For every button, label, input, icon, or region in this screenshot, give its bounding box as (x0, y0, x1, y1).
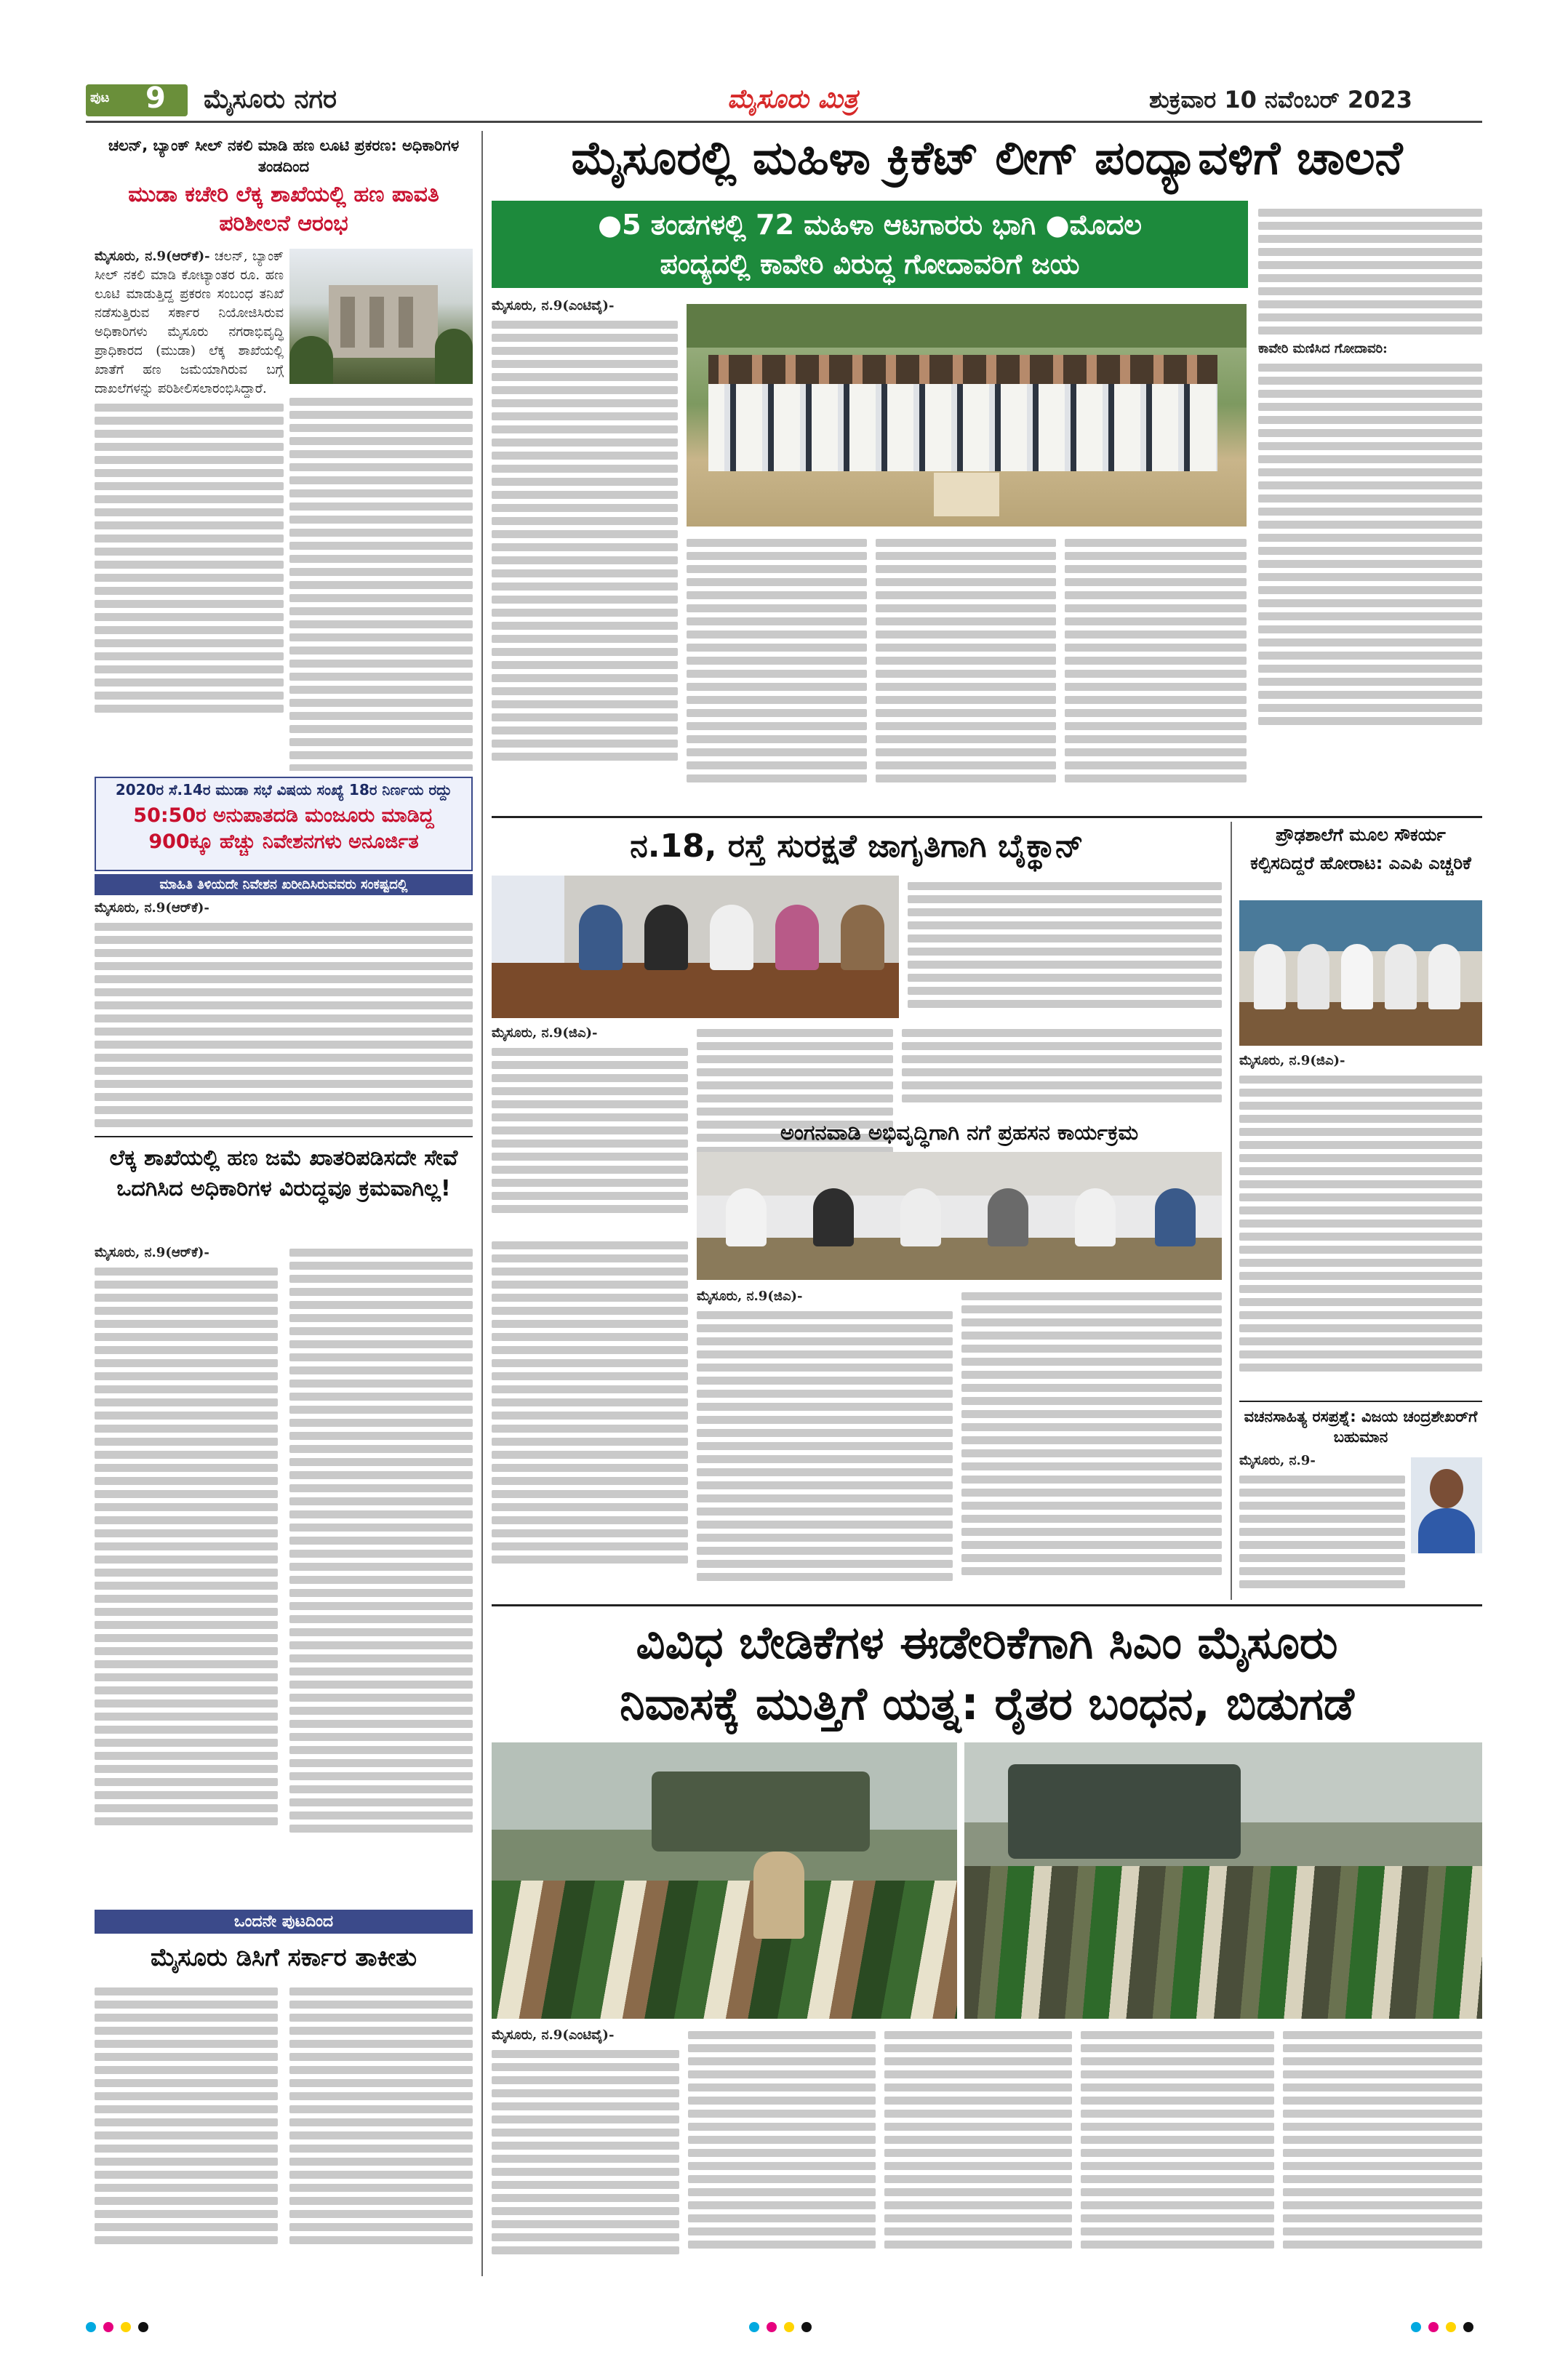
lead-side-heading: ಕಾವೇರಿ ಮಣಿಸಿದ ಗೋದಾವರಿ: (1258, 341, 1388, 356)
farmers-headline-2: ನಿವಾಸಕ್ಕೆ ಮುತ್ತಿಗೆ ಯತ್ನ: ರೈತರ ಬಂಧನ, ಬಿಡುಗಡೆ (620, 1677, 1354, 1730)
bikethon-dateline: ಮೈಸೂರು, ನ.9(ಜಿಎ)- (492, 1025, 598, 1041)
farmers-body-col3 (884, 2026, 1072, 2281)
registration-marks-right (1411, 2321, 1481, 2335)
section-title: ಮೈಸೂರು ನಗರ (204, 84, 337, 114)
continued-body-col2 (289, 1982, 473, 2273)
anganwadi-photo (697, 1152, 1222, 1280)
muda-box-body (95, 899, 473, 1132)
lead-body-col2 (687, 534, 867, 810)
bikethon-body-col1b (492, 1236, 688, 1600)
bikethon-body-col4 (902, 1024, 1222, 1111)
farmers-photo-1 (492, 1742, 957, 2019)
divider-left-1 (95, 1136, 473, 1137)
muda-headline: ಮುಡಾ ಕಚೇರಿ ಲೆಕ್ಕ ಶಾಖೆಯಲ್ಲಿ ಹಣ ಪಾವತಿ ಪರಿಶೀಲನೆ ಆರಂಭ (128, 182, 439, 236)
muda-body-col2 (289, 393, 473, 771)
muda-office-photo (289, 249, 473, 384)
award-body (1239, 1452, 1405, 1597)
page-label: ಪುಟ (90, 90, 110, 105)
continued-body-col1 (95, 1982, 278, 2273)
school-kicker: ಪ್ರೌಢಶಾಲೆಗೆ ಮೂಲ ಸೌಕರ್ಯ (1276, 825, 1446, 845)
cricket-photo (687, 304, 1247, 527)
bikethon-headline: ನ.18, ರಸ್ತೆ ಸುರಕ್ಷತೆ ಜಾಗೃತಿಗಾಗಿ ಬೈಕ್ಥಾನ್ (630, 828, 1084, 865)
anganwadi-dateline: ಮೈಸೂರು, ನ.9(ಜಿಎ)- (697, 1289, 803, 1304)
school-dateline: ಮೈಸೂರು, ನ.9(ಜಿಎ)- (1239, 1053, 1345, 1068)
muda-body-text: ಚಲನ್, ಬ್ಯಾಂಕ್ ಸೀಲ್ ನಕಲಿ ಮಾಡಿ ಕೋಟ್ಯಾಂತರ ರೂ. ಹಣ ಲೂಟಿ ಮಾಡುತ್ತಿದ್ದ ಪ್ರಕರಣ ಸಂಬಂಧ ತನಿಖೆ ನಡೆಸುತ್ತಿರುವ ಸರ್ಕಾರ ನಿಯೋಜಿಸಿರುವ ಅಧಿಕಾರಿಗಳು ಮೈಸೂರು ನಗರಾಭಿವೃದ್ಧಿ ಪ್ರಾಧಿಕಾರದ (ಮುಡಾ) ಲೆಕ್ಕ ಶಾಖೆಯಲ್ಲಿ ಖಾತೆಗೆ ಹಣ ಜಮೆಯಾಗಿರುವ ಬಗ್ಗೆ ದಾಖಲೆಗಳನ್ನು ಪರಿಶೀಲಿಸಲಾರಂಭಿಸಿದ್ದಾರೆ. (95, 249, 284, 396)
award-headline: ವಚನಸಾಹಿತ್ಯ ರಸಪ್ರಶ್ನೆ: ವಿಜಯ ಚಂದ್ರಶೇಖರ್‌ಗೆ ಬಹುಮಾನ (1244, 1408, 1478, 1446)
registration-marks-left (86, 2321, 156, 2335)
award-portrait (1411, 1457, 1482, 1553)
farmers-body-col4 (1081, 2026, 1274, 2281)
farmers-body-col2 (688, 2026, 876, 2281)
divider-award (1239, 1401, 1482, 1402)
muda-box-subhead: ಮಾಹಿತಿ ತಿಳಿಯದೇ ನಿವೇಶನ ಖರೀದಿಸಿರುವವರು ಸಂಕಷ್ಟದಲ್ಲಿ (95, 874, 473, 895)
bikethon-body-col1 (492, 1024, 688, 1228)
continued-headline: ಮೈಸೂರು ಡಿಸಿಗೆ ಸರ್ಕಾರ ತಾಕೀತು (150, 1943, 417, 1972)
divider-mid-vertical (1231, 822, 1232, 1600)
continued-label: ಒಂದನೇ ಪುಟದಿಂದ (95, 1910, 473, 1934)
school-headline: ಕಲ್ಪಿಸದಿದ್ದರೆ ಹೋರಾಟ: ಎಎಪಿ ಎಚ್ಚರಿಕೆ (1250, 853, 1471, 873)
anganwadi-body-col2 (961, 1287, 1222, 1600)
muda-box-headline: 50:50ರ ಅನುಪಾತದಡಿ ಮಂಜೂರು ಮಾಡಿದ್ದ 900ಕ್ಕೂ ಹೆಚ್ಚು ನಿವೇಶನಗಳು ಅನೂರ್ಜಿತ (133, 804, 434, 853)
account-dateline: ಮೈಸೂರು, ನ.9(ಆರ್‌ಕೆ)- (95, 1245, 209, 1260)
lead-highlight-2: ಪಂದ್ಯದಲ್ಲಿ ಕಾವೇರಿ ವಿರುದ್ಧ ಗೋದಾವರಿಗೆ ಜಯ (660, 248, 1080, 280)
bikethon-photo (492, 876, 899, 1018)
lead-highlight-1: ●5 ತಂಡಗಳಲ್ಲಿ 72 ಮಹಿಳಾ ಆಟಗಾರರು ಭಾಗಿ ●ಮೊದಲ (597, 209, 1143, 241)
muda-body-filler (95, 404, 284, 713)
farmers-photo-2 (964, 1742, 1482, 2019)
muda-body-col1 (95, 247, 284, 771)
account-headline: ಲೆಕ್ಕ ಶಾಖೆಯಲ್ಲಿ ಹಣ ಜಮೆ ಖಾತರಿಪಡಿಸದೇ ಸೇವೆ ಒದಗಿಸಿದ ಅಧಿಕಾರಿಗಳ ವಿರುದ್ಧವೂ ಕ್ರಮವಾಗಿಲ್ಲ! (109, 1145, 458, 1201)
lead-headline: ಮೈಸೂರಲ್ಲಿ ಮಹಿಳಾ ಕ್ರಿಕೆಟ್ ಲೀಗ್ ಪಂದ್ಯಾವಳಿಗೆ ಚಾಲನೆ (571, 132, 1403, 185)
divider-lead (492, 816, 1482, 818)
issue-date: ಶುಕ್ರವಾರ 10 ನವೆಂಬರ್ 2023 (1149, 86, 1412, 113)
aap-press-photo (1239, 900, 1482, 1046)
lead-body-col3 (876, 534, 1056, 810)
anganwadi-headline: ಅಂಗನವಾಡಿ ಅಭಿವೃದ್ಧಿಗಾಗಿ ನಗೆ ಪ್ರಹಸನ ಕಾರ್ಯಕ್ರಮ (780, 1120, 1139, 1145)
bikethon-body-col3 (908, 877, 1222, 1015)
lead-body-col1 (492, 297, 678, 806)
account-body-col1 (95, 1244, 278, 1898)
muda-kicker: ಚಲನ್, ಬ್ಯಾಂಕ್ ಸೀಲ್ ನಕಲಿ ಮಾಡಿ ಹಣ ಲೂಟಿ ಪ್ರಕರಣ: ಅಧಿಕಾರಿಗಳ ತಂಡದಿಂದ (108, 137, 460, 175)
farmers-body-col5 (1283, 2026, 1482, 2281)
page-number: 9 (145, 81, 166, 115)
divider-farmers (492, 1604, 1482, 1606)
anganwadi-body-col1 (697, 1287, 953, 1600)
account-body-col2 (289, 1244, 473, 1898)
muda-box-dateline: ಮೈಸೂರು, ನ.9(ಆರ್‌ಕೆ)- (95, 900, 209, 916)
farmers-headline-1: ವಿವಿಧ ಬೇಡಿಕೆಗಳ ಈಡೇರಿಕೆಗಾಗಿ ಸಿಎಂ ಮೈಸೂರು (636, 1616, 1338, 1669)
column-rule (481, 131, 483, 2276)
farmers-body-col1 (492, 2026, 679, 2281)
muda-box-kicker: 2020ರ ಸೆ.14ರ ಮುಡಾ ಸಭೆ ವಿಷಯ ಸಂಖ್ಯೆ 18ರ ನಿರ್ಣಯ ರದ್ದು (115, 781, 452, 798)
school-body (1239, 1052, 1482, 1398)
muda-dateline: ಮೈಸೂರು, ನ.9(ಆರ್‌ಕೆ)- (95, 249, 210, 264)
lead-side-col (1258, 204, 1482, 807)
registration-marks-center (749, 2321, 819, 2335)
lead-dateline: ಮೈಸೂರು, ನ.9(ಎಂಟಿವೈ)- (492, 298, 615, 313)
masthead-rule (86, 121, 1482, 123)
award-dateline: ಮೈಸೂರು, ನ.9- (1239, 1453, 1316, 1468)
farmers-dateline: ಮೈಸೂರು, ನ.9(ಎಂಟಿವೈ)- (492, 2027, 615, 2043)
lead-body-col4 (1065, 534, 1247, 810)
paper-name: ಮೈಸೂರು ಮಿತ್ರ (727, 84, 858, 114)
